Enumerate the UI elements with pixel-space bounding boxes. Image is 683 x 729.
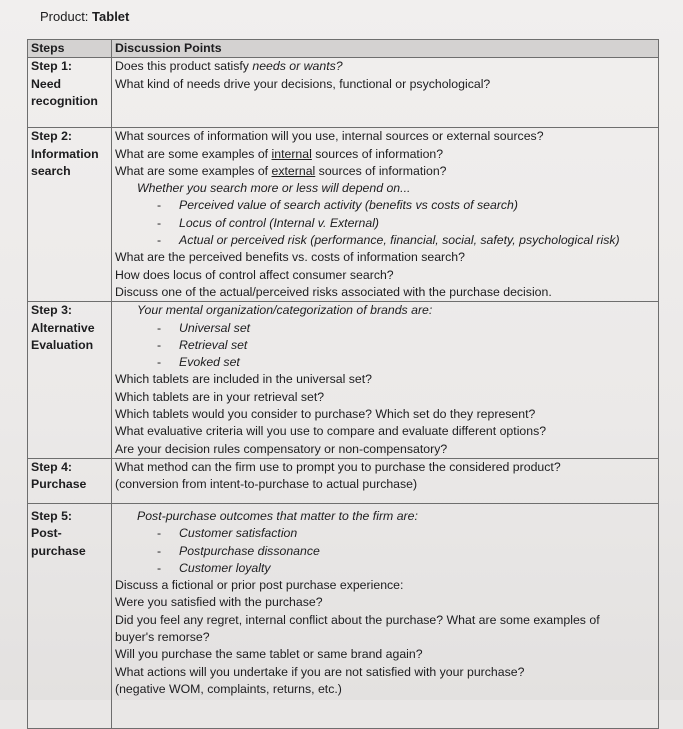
point-subheading: Your mental organization/categorization of brands are: xyxy=(137,303,433,318)
bullet-text: Customer satisfaction xyxy=(179,526,298,541)
point-line: How does locus of control affect consumer search? xyxy=(115,267,394,282)
table-row-step-4 xyxy=(28,458,659,503)
point-line: Which tablets are in your retrieval set? xyxy=(115,389,325,404)
point-line: Which tablets are included in the universal set? xyxy=(115,372,373,387)
point-text: What are some examples of xyxy=(115,146,272,161)
point-line: Discuss one of the actual/perceived risks associated with the purchase decision. xyxy=(115,284,552,299)
consumer-decision-table xyxy=(27,39,659,729)
header-steps: Steps xyxy=(28,40,112,58)
bullet-dash: - xyxy=(157,198,162,213)
point-line: Will you purchase the same tablet or same brand again? xyxy=(115,647,423,662)
point-line: Did you feel any regret, internal conflict about the purchase? What are some examples of xyxy=(115,612,600,627)
step-5-label: Step 5: xyxy=(31,508,72,523)
point-text: Does this product satisfy xyxy=(115,59,253,74)
point-line: (conversion from intent-to-purchase to actual purchase) xyxy=(115,477,418,492)
table-row-step-3 xyxy=(28,302,659,459)
point-underline: external xyxy=(271,163,316,178)
table-row-step-5 xyxy=(28,503,659,728)
page-title xyxy=(40,9,129,24)
bullet-dash: - xyxy=(157,337,162,352)
table-header-row xyxy=(28,40,659,58)
bullet-text: Actual or perceived risk (performance, financial, social, safety, psychological risk) xyxy=(179,233,620,248)
bullet-item xyxy=(115,215,655,232)
header-discussion-points: Discussion Points xyxy=(112,40,659,58)
step-4-label: Step 4: xyxy=(31,459,72,474)
point-line xyxy=(115,146,655,163)
step-5-name-line2: purchase xyxy=(31,543,86,558)
step-2-name-line2: search xyxy=(31,163,71,178)
step-5-points xyxy=(112,503,659,728)
point-subheading: Post-purchase outcomes that matter to the firm are: xyxy=(137,508,418,523)
point-subheading: Whether you search more or less will depend on... xyxy=(137,181,411,196)
bullet-item xyxy=(115,354,655,371)
step-1-cell xyxy=(28,58,112,128)
title-product: Tablet xyxy=(92,9,130,24)
point-line: Which tablets would you consider to purchase? Which set do they represent? xyxy=(115,407,536,422)
point-line: Discuss a fictional or prior post purchase experience: xyxy=(115,578,404,593)
step-2-label: Step 2: xyxy=(31,129,72,144)
step-1-points xyxy=(112,58,659,128)
step-3-points xyxy=(112,302,659,459)
bullet-text: Locus of control (Internal v. External) xyxy=(179,215,380,230)
point-line: Are your decision rules compensatory or non-compensatory? xyxy=(115,441,448,456)
point-line: What actions will you undertake if you are not satisfied with your purchase? xyxy=(115,664,525,679)
step-4-cell xyxy=(28,458,112,503)
step-1-label: Step 1: xyxy=(31,59,72,74)
bullet-dash: - xyxy=(157,560,162,575)
bullet-text: Postpurchase dissonance xyxy=(179,543,320,558)
bullet-dash: - xyxy=(157,543,162,558)
bullet-dash: - xyxy=(157,355,162,370)
title-label: Product: xyxy=(40,9,89,24)
step-2-cell xyxy=(28,128,112,302)
point-line: buyer's remorse? xyxy=(115,630,210,645)
bullet-item xyxy=(115,543,655,560)
step-2-points xyxy=(112,128,659,302)
point-line: What evaluative criteria will you use to compare and evaluate different options? xyxy=(115,424,547,439)
point-line xyxy=(115,58,655,75)
bullet-dash: - xyxy=(157,526,162,541)
bullet-item xyxy=(115,197,655,214)
point-line: Were you satisfied with the purchase? xyxy=(115,595,323,610)
bullet-item xyxy=(115,560,655,577)
bullet-item xyxy=(115,525,655,542)
step-3-name-line1: Alternative xyxy=(31,320,95,335)
point-text: sources of information? xyxy=(311,146,444,161)
point-italic: needs or wants? xyxy=(252,59,343,74)
point-line: What method can the firm use to prompt you to purchase the considered product? xyxy=(115,459,561,474)
bullet-dash: - xyxy=(157,215,162,230)
point-underline: internal xyxy=(271,146,312,161)
point-line: What are the perceived benefits vs. costs of information search? xyxy=(115,250,465,265)
step-5-name-line1: Post- xyxy=(31,526,62,541)
bullet-dash: - xyxy=(157,320,162,335)
step-1-name-line1: Need xyxy=(31,76,62,91)
step-3-name-line2: Evaluation xyxy=(31,337,94,352)
step-3-cell xyxy=(28,302,112,459)
bullet-text: Perceived value of search activity (benefits vs costs of search) xyxy=(179,198,518,213)
bullet-item xyxy=(115,232,655,249)
step-1-name-line2: recognition xyxy=(31,93,98,108)
bullet-text: Universal set xyxy=(179,320,251,335)
step-3-label: Step 3: xyxy=(31,303,72,318)
point-line: (negative WOM, complaints, returns, etc.) xyxy=(115,681,342,696)
point-line xyxy=(115,163,655,180)
point-text: What are some examples of xyxy=(115,163,272,178)
bullet-text: Retrieval set xyxy=(179,337,248,352)
bullet-text: Evoked set xyxy=(179,355,240,370)
bullet-text: Customer loyalty xyxy=(179,560,271,575)
bullet-dash: - xyxy=(157,233,162,248)
bullet-item xyxy=(115,320,655,337)
point-line: What kind of needs drive your decisions, functional or psychological? xyxy=(115,76,491,91)
table-row-step-2 xyxy=(28,128,659,302)
table-row-step-1 xyxy=(28,58,659,128)
point-line: What sources of information will you use, internal sources or external sources? xyxy=(115,129,544,144)
point-text: sources of information? xyxy=(315,163,447,178)
step-4-points xyxy=(112,458,659,503)
bullet-item xyxy=(115,337,655,354)
step-2-name-line1: Information xyxy=(31,146,99,161)
step-5-cell xyxy=(28,503,112,728)
step-4-name: Purchase xyxy=(31,477,87,492)
